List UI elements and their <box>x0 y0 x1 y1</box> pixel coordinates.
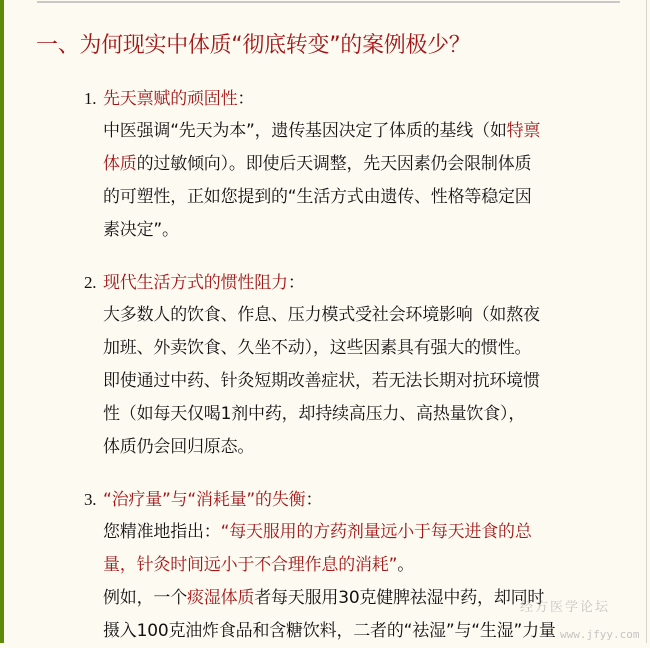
body-line <box>84 398 540 431</box>
title-text: ： <box>287 273 305 293</box>
body-line <box>84 332 540 365</box>
highlighted-text: 先天禀赋的顽固性 <box>103 89 238 109</box>
watermark: 经方医学论坛 <box>520 600 611 615</box>
body-line <box>84 115 540 148</box>
title-text: ： <box>237 89 255 109</box>
body-text: 素决定”。 <box>103 220 179 240</box>
list-item-1 <box>84 82 540 247</box>
body-line <box>84 431 540 464</box>
list-item-2 <box>84 266 540 464</box>
item-title <box>84 82 540 115</box>
top-divider <box>37 1 620 3</box>
body-text: 加班、外卖饮食、久坐不动），这些因素具有强大的惯性。 <box>103 338 532 358</box>
item-title <box>84 483 556 516</box>
body-text: 摄入100克油炸食品和含糖饮料，二者的“祛湿”与“生湿”力量 <box>103 621 556 641</box>
body-text: 体质仍会回归原态。 <box>103 437 255 457</box>
body-text: 的过敏倾向）。即使后天调整，先天因素仍会限制体质 <box>136 154 532 174</box>
body-line <box>84 214 540 247</box>
left-border <box>0 0 4 643</box>
body-text: 例如，一个 <box>103 588 187 608</box>
list-item-3 <box>84 483 556 648</box>
body-text: 的可塑性，正如您提到的“生活方式由遗传、性格等稳定因 <box>103 187 532 207</box>
item-number: 2. <box>84 273 97 292</box>
body-line <box>84 148 540 181</box>
highlighted-text: “每天服用的方药剂量远小于每天进食的总 <box>220 522 532 542</box>
section-heading: 一、为何现实中体质“彻底转变”的案例极少？ <box>36 33 471 58</box>
highlighted-text: 量，针灸时间远小于不合理作息的消耗” <box>103 555 398 575</box>
body-text: 者每天服用30克健脾祛湿中药，却同时 <box>254 588 545 608</box>
body-line <box>84 549 556 582</box>
highlighted-text: 痰湿体质 <box>187 588 255 608</box>
body-text: 性（如每天仅喝1剂中药，却持续高压力、高热量饮食）， <box>103 404 526 424</box>
highlighted-text: 体质 <box>103 154 137 174</box>
title-text: ： <box>305 490 323 510</box>
highlighted-text: 现代生活方式的惯性阻力 <box>103 273 288 293</box>
highlighted-text: “治疗量”与“消耗量”的失衡 <box>103 490 306 510</box>
body-line <box>84 582 556 615</box>
right-border <box>646 0 647 643</box>
body-line <box>84 615 556 648</box>
item-number: 1. <box>84 89 97 108</box>
body-text: 大多数人的饮食、作息、压力模式受社会环境影响（如熬夜 <box>103 305 540 325</box>
body-text: 您精准地指出： <box>103 522 221 542</box>
body-line <box>84 181 540 214</box>
body-line <box>84 299 540 332</box>
body-text: 中医强调“先天为本”，遗传基因决定了体质的基线（如 <box>103 121 507 141</box>
watermark-url: www.jfyy.com <box>560 628 640 641</box>
item-title <box>84 266 540 299</box>
body-line <box>84 365 540 398</box>
body-line <box>84 516 556 549</box>
body-text: 。 <box>397 555 415 575</box>
body-text: 即使通过中药、针灸短期改善症状，若无法长期对抗环境惯 <box>103 371 540 391</box>
item-number: 3. <box>84 490 97 509</box>
highlighted-text: 特禀 <box>506 121 541 141</box>
